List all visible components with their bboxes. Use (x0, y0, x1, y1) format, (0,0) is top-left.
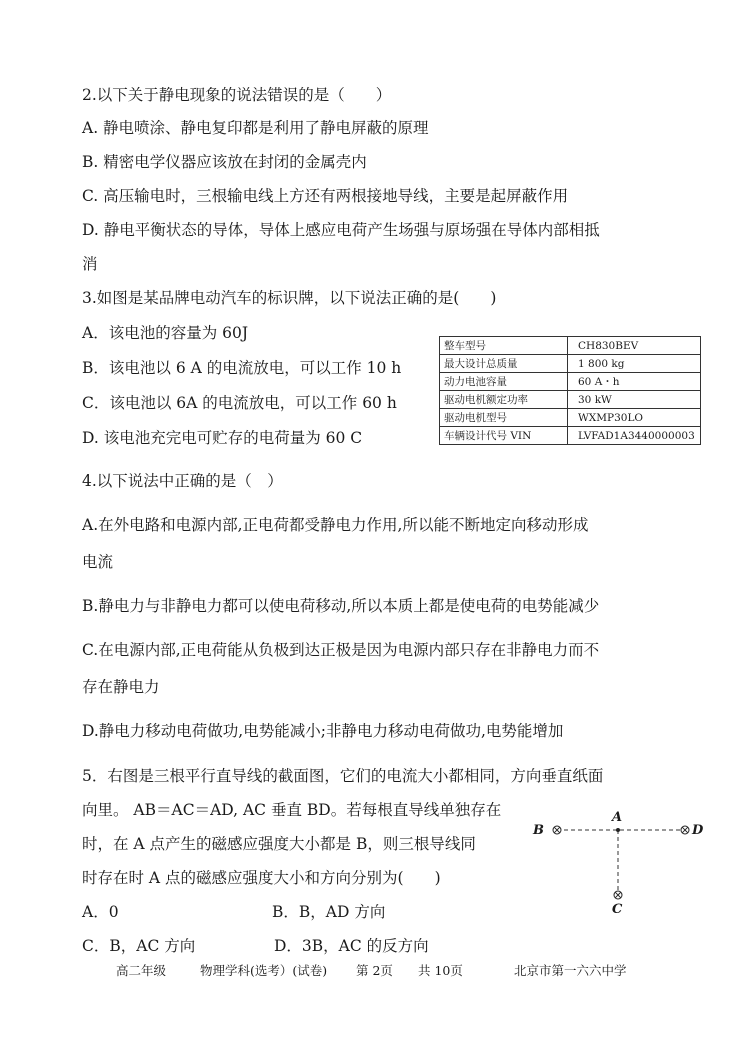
q5-option-b: B．B，AD 方向 (272, 903, 386, 921)
q5-option-a: A．0 (82, 903, 119, 921)
wire-d-into-page-icon (681, 826, 689, 834)
q4-option-a-line2: 电流 (82, 553, 114, 571)
q4-option-c-line1: C.在电源内部,正电荷能从负极到达正极是因为电源内部只存在非静电力而不 (82, 641, 600, 659)
q5-stem-line1: 5．右图是三根平行直导线的截面图，它们的电流大小都相同，方向垂直纸面 (82, 767, 604, 785)
q2-option-a: A. 静电喷涂、静电复印都是利用了静电屏蔽的原理 (82, 119, 429, 137)
footer-school: 北京市第一六六中学 (514, 963, 627, 978)
table-row (440, 337, 701, 355)
spec-key: 动力电池容量 (440, 373, 568, 391)
q2-option-b: B. 精密电学仪器应该放在封闭的金属壳内 (82, 153, 367, 171)
q3-option-c: C．该电池以 6A 的电流放电，可以工作 60 h (82, 394, 397, 412)
q5-stem-line4: 时存在时 A 点的磁感应强度大小和方向分别为( ) (82, 869, 441, 887)
spec-value: 1 800 kg (568, 355, 701, 373)
vehicle-spec-table (439, 336, 701, 445)
q2-option-d-line2: 消 (82, 255, 98, 273)
label-a: A (612, 810, 623, 825)
spec-key: 驱动电机额定功率 (440, 391, 568, 409)
q5-stem-line2: 向里。 AB＝AC＝AD, AC 垂直 BD。若每根直导线单独存在 (82, 801, 502, 819)
wire-c-into-page-icon (614, 891, 622, 899)
spec-value: 60 A・h (568, 373, 701, 391)
q5-option-d: D．3B，AC 的反方向 (274, 937, 429, 955)
table-row (440, 409, 701, 427)
q4-option-c-line2: 存在静电力 (82, 678, 160, 696)
q3-option-d: D. 该电池充完电可贮存的电荷量为 60 C (82, 429, 363, 447)
spec-value: CH830BEV (568, 337, 701, 355)
table-row (440, 373, 701, 391)
spec-key: 车辆设计代号 VIN (440, 427, 568, 445)
q3-option-b: B．该电池以 6 A 的电流放电，可以工作 10 h (82, 359, 402, 377)
wire-b-into-page-icon (553, 826, 561, 834)
q5-option-c: C．B，AC 方向 (82, 937, 196, 955)
q2-option-d-line1: D. 静电平衡状态的导体，导体上感应电荷产生场强与原场强在导体内部相抵 (82, 221, 600, 239)
footer-subject: 物理学科(选考）(试卷) (200, 963, 328, 978)
q5-stem-line3: 时，在 A 点产生的磁感应强度大小都是 B，则三根导线同 (82, 835, 476, 853)
footer-total: 共 10页 (418, 963, 463, 978)
footer-page: 第 2页 (356, 963, 393, 978)
label-c: C (612, 902, 623, 917)
q3-option-a: A．该电池的容量为 60J (82, 324, 249, 342)
spec-key: 最大设计总质量 (440, 355, 568, 373)
q4-option-d: D.静电力移动电荷做功,电势能减小;非静电力移动电荷做功,电势能增加 (82, 722, 564, 740)
spec-value: LVFAD1A3440000003 (568, 427, 701, 445)
q4-stem: 4.以下说法中正确的是（ ） (82, 472, 283, 490)
point-a-dot (616, 828, 620, 832)
label-d: D (692, 823, 704, 838)
q4-option-a-line1: A.在外电路和电源内部,正电荷都受静电力作用,所以能不断地定向移动形成 (82, 516, 589, 534)
q3-stem: 3.如图是某品牌电动汽车的标识牌，以下说法正确的是( ) (82, 289, 497, 307)
table-row (440, 355, 701, 373)
footer-grade: 高二年级 (116, 963, 167, 978)
label-b: B (533, 823, 544, 838)
q4-option-b: B.静电力与非静电力都可以使电荷移动,所以本质上都是使电荷的电势能减少 (82, 597, 600, 615)
table-row (440, 427, 701, 445)
q2-stem: 2.以下关于静电现象的说法错误的是（ ） (82, 86, 392, 104)
spec-value: WXMP30LO (568, 409, 701, 427)
spec-value: 30 kW (568, 391, 701, 409)
spec-key: 整车型号 (440, 337, 568, 355)
q2-option-c: C. 高压输电时，三根输电线上方还有两根接地导线，主要是起屏蔽作用 (82, 187, 569, 205)
table-row (440, 391, 701, 409)
spec-key: 驱动电机型号 (440, 409, 568, 427)
